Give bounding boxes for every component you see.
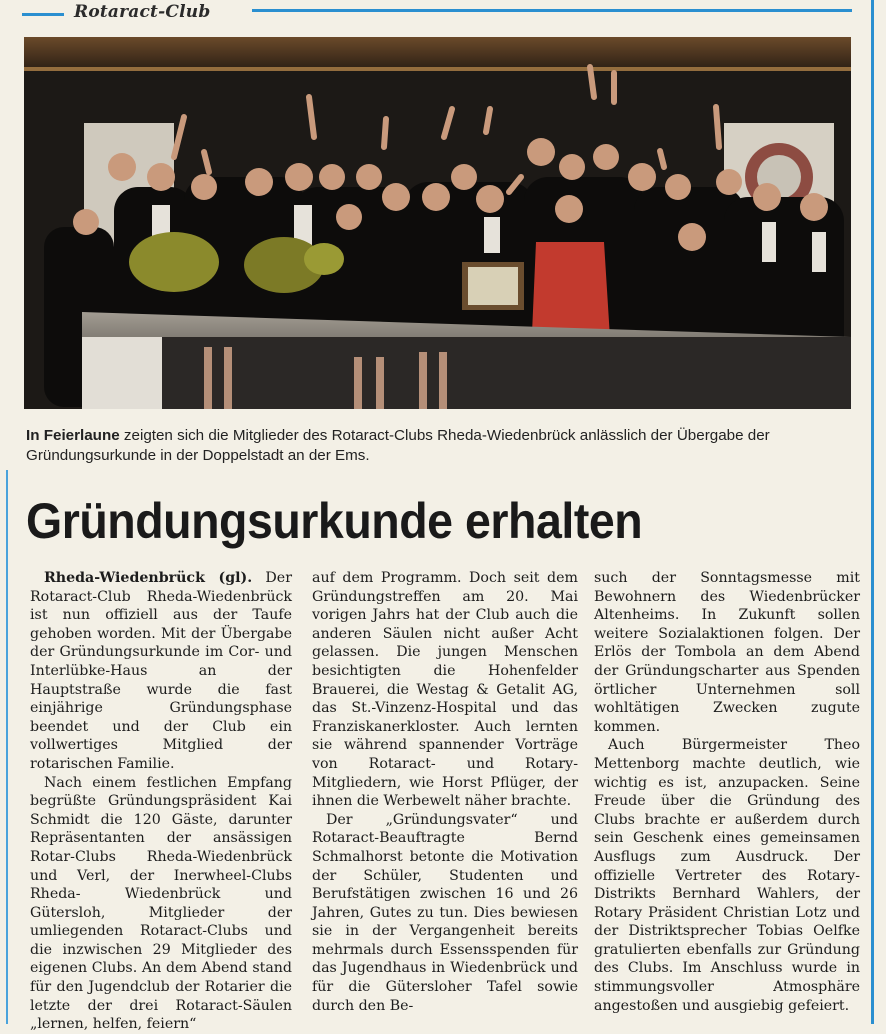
paragraph: Auch Bürgermeister Theo Mettenborg machte deutlich, wie wichtig es ist, anzupacken. Seine Freude über die Gründung des Clubs brachte er außerdem durch sein Geschenk eines gemeinsamen Ausflugs zum Ausdruck. Der offizielle Vertreter des Rotary-Distrikts Bernhard Wahlers, der Rotary Präsident Christian Lotz und der Distriktsprecher Tobias Oelfke gratulierten ebenfalls zur Gründung des Clubs. Im Anschluss wurde in stimmungsvoller Atmosphäre angestoßen und ausgiebig gefeiert. <box>594 737 860 1014</box>
paragraph: Der „Gründungsvater“ und Rotaract-Beauftragte Bernd Schmalhorst betonte die Motivation der Schüler, Studenten und Berufstätigen zwischen 16 und 26 Jahren, Gutes zu tun. Dies bewiesen sie in der Vergangenheit bereits mehrmals durch Essensspenden für das Jugendhaus in Wiedenbrück und für die Gütersloher Tafel sowie durch den Be- <box>312 811 578 1014</box>
caption-text: zeigten sich die Mitglieder des Rotaract-Clubs Rheda-Wiedenbrück anlässlich der Übergabe der Gründungsurkunde in der Doppelstadt an der Ems. <box>26 427 770 464</box>
photo-caption <box>26 426 856 466</box>
dateline: Rheda-Wiedenbrück (gl). <box>44 570 253 586</box>
article-column-1 <box>30 569 292 1034</box>
paragraph-text: Der Rotaract-Club Rheda-Wiedenbrück ist nun offiziell aus der Taufe gehoben worden. Mit der Übergabe der Gründungsurkunde im Cor- und Interlübke-Haus an der Hauptstraße wurde die fast einjährige Gründungsphase beendet und der Club ein vollwertiges Mitglied der rotarischen Familie. <box>30 570 292 772</box>
group-photo-icon <box>24 37 851 409</box>
paragraph: Nach einem festlichen Empfang begrüßte Gründungspräsident Kai Schmidt die 120 Gäste, darunter Repräsentanten der ansässigen Rotar-Clubs Rheda-Wiedenbrück und Verl, der Inerwheel-Clubs Rheda- Wiedenbrück und Gütersloh, Mitglieder der umliegenden Rotaract-Clubs und die inzwischen 29 Mitglieder des eigenen Clubs. An dem Abend stand für den Jugendclub der Rotarier die letzte der drei Rotaract-Säulen „lernen, helfen, feiern“ <box>30 774 292 1033</box>
section-header <box>22 2 852 26</box>
paragraph <box>30 569 292 774</box>
article-headline: Gründungsurkunde erhalten <box>26 493 643 549</box>
group-photo <box>24 37 851 409</box>
header-rule-left <box>22 13 64 16</box>
header-rule-right <box>252 9 852 12</box>
article-column-2 <box>312 569 578 1015</box>
caption-lead: In Feierlaune <box>26 427 120 444</box>
paragraph: such der Sonntagsmesse mit Bewohnern des Wiedenbrücker Altenheims. In Zukunft sollen weitere Sozialaktionen folgen. Der Erlös der Tombola an dem Abend der Gründungscharter aus Spenden örtlicher Unternehmen soll wohltätigen Zwecken zugute kommen. <box>594 570 860 735</box>
paragraph: auf dem Programm. Doch seit dem Gründungstreffen am 20. Mai vorigen Jahrs hat der Club auch die anderen Säulen nicht außer Acht gelassen. Die jungen Menschen besichtigten die Hohenfelder Brauerei, die Westag & Getalit AG, das St.-Vinzenz-Hospital und das Franziskanerkloster. Auch lernten sie während spannender Vorträge von Rotaract- und Rotary-Mitgliedern, wie Horst Pflüger, der ihnen die Werbewelt näher brachte. <box>312 570 578 810</box>
section-label: Rotaract-Club <box>74 2 211 22</box>
page-edge-rule <box>871 0 874 1024</box>
article-column-3 <box>594 569 860 1015</box>
left-edge-rule <box>6 470 8 1024</box>
